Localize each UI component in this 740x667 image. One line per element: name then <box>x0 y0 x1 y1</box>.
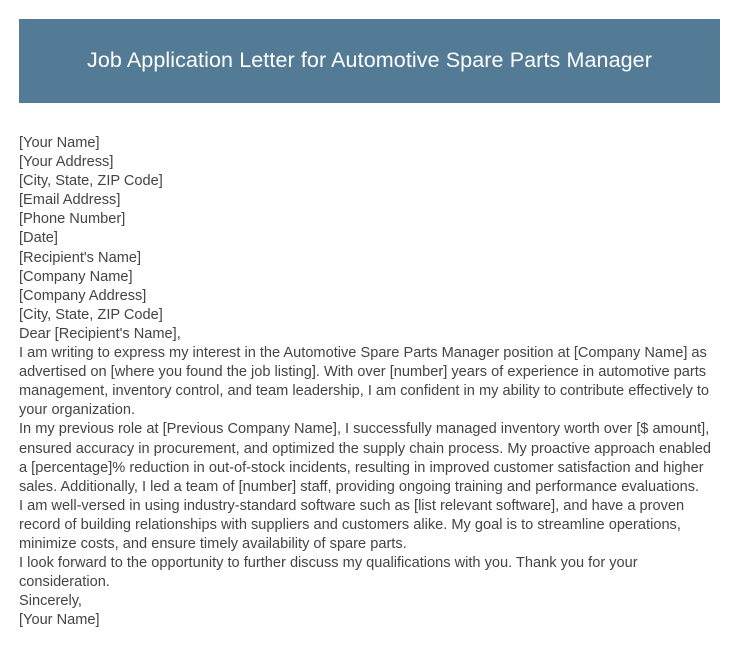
body-paragraph-4: I look forward to the opportunity to further discuss my qualifications with you. Thank you for your consideration. <box>19 555 638 591</box>
closing-salutation: Sincerely, <box>19 593 82 610</box>
letter-content <box>19 134 721 630</box>
recipient-line-name: [Recipient's Name] <box>19 249 142 266</box>
recipient-line-company-address: [Company Address] <box>19 287 147 304</box>
sender-line-email: [Email Address] <box>19 192 121 209</box>
recipient-address-block <box>19 249 721 325</box>
signature-name: [Your Name] <box>19 612 100 629</box>
sender-line-date: [Date] <box>19 230 58 247</box>
sender-line-address: [Your Address] <box>19 154 114 171</box>
body-paragraph-2: In my previous role at [Previous Company Name], I successfully managed inventory worth over [$ amount], ensured accuracy in procurement, and optimized the supply chain process. My proactive approach enabled a [percentage]% reduction in out-of-stock incidents, resulting in improved customer satisfaction and higher sales. Additionally, I led a team of [number] staff, providing ongoing training and performance evaluations. <box>19 421 711 495</box>
body-paragraph-3: I am well-versed in using industry-standard software such as [list relevant software], and have a proven record of building relationships with suppliers and customers alike. My goal is to streamline operations, minimize costs, and ensure timely availability of spare parts. <box>19 497 685 552</box>
sender-address-block <box>19 134 721 249</box>
sender-line-city-state-zip: [City, State, ZIP Code] <box>19 173 163 190</box>
page-title: Job Application Letter for Automotive Spare Parts Manager <box>86 48 652 73</box>
sender-line-name: [Your Name] <box>19 135 100 151</box>
body-paragraph-1: I am writing to express my interest in the Automotive Spare Parts Manager position at [Company Name] as advertised on [where you found the job listing]. With over [number] years of experience in automotive parts management, inventory control, and team leadership, I am confident in my ability to contribute effectively to your organization. <box>19 345 710 419</box>
recipient-line-city-state-zip: [City, State, ZIP Code] <box>19 306 163 323</box>
salutation: Dear [Recipient's Name], <box>19 325 181 342</box>
sender-line-phone: [Phone Number] <box>19 211 126 228</box>
recipient-line-company: [Company Name] <box>19 268 133 285</box>
document-header-banner <box>19 19 720 103</box>
